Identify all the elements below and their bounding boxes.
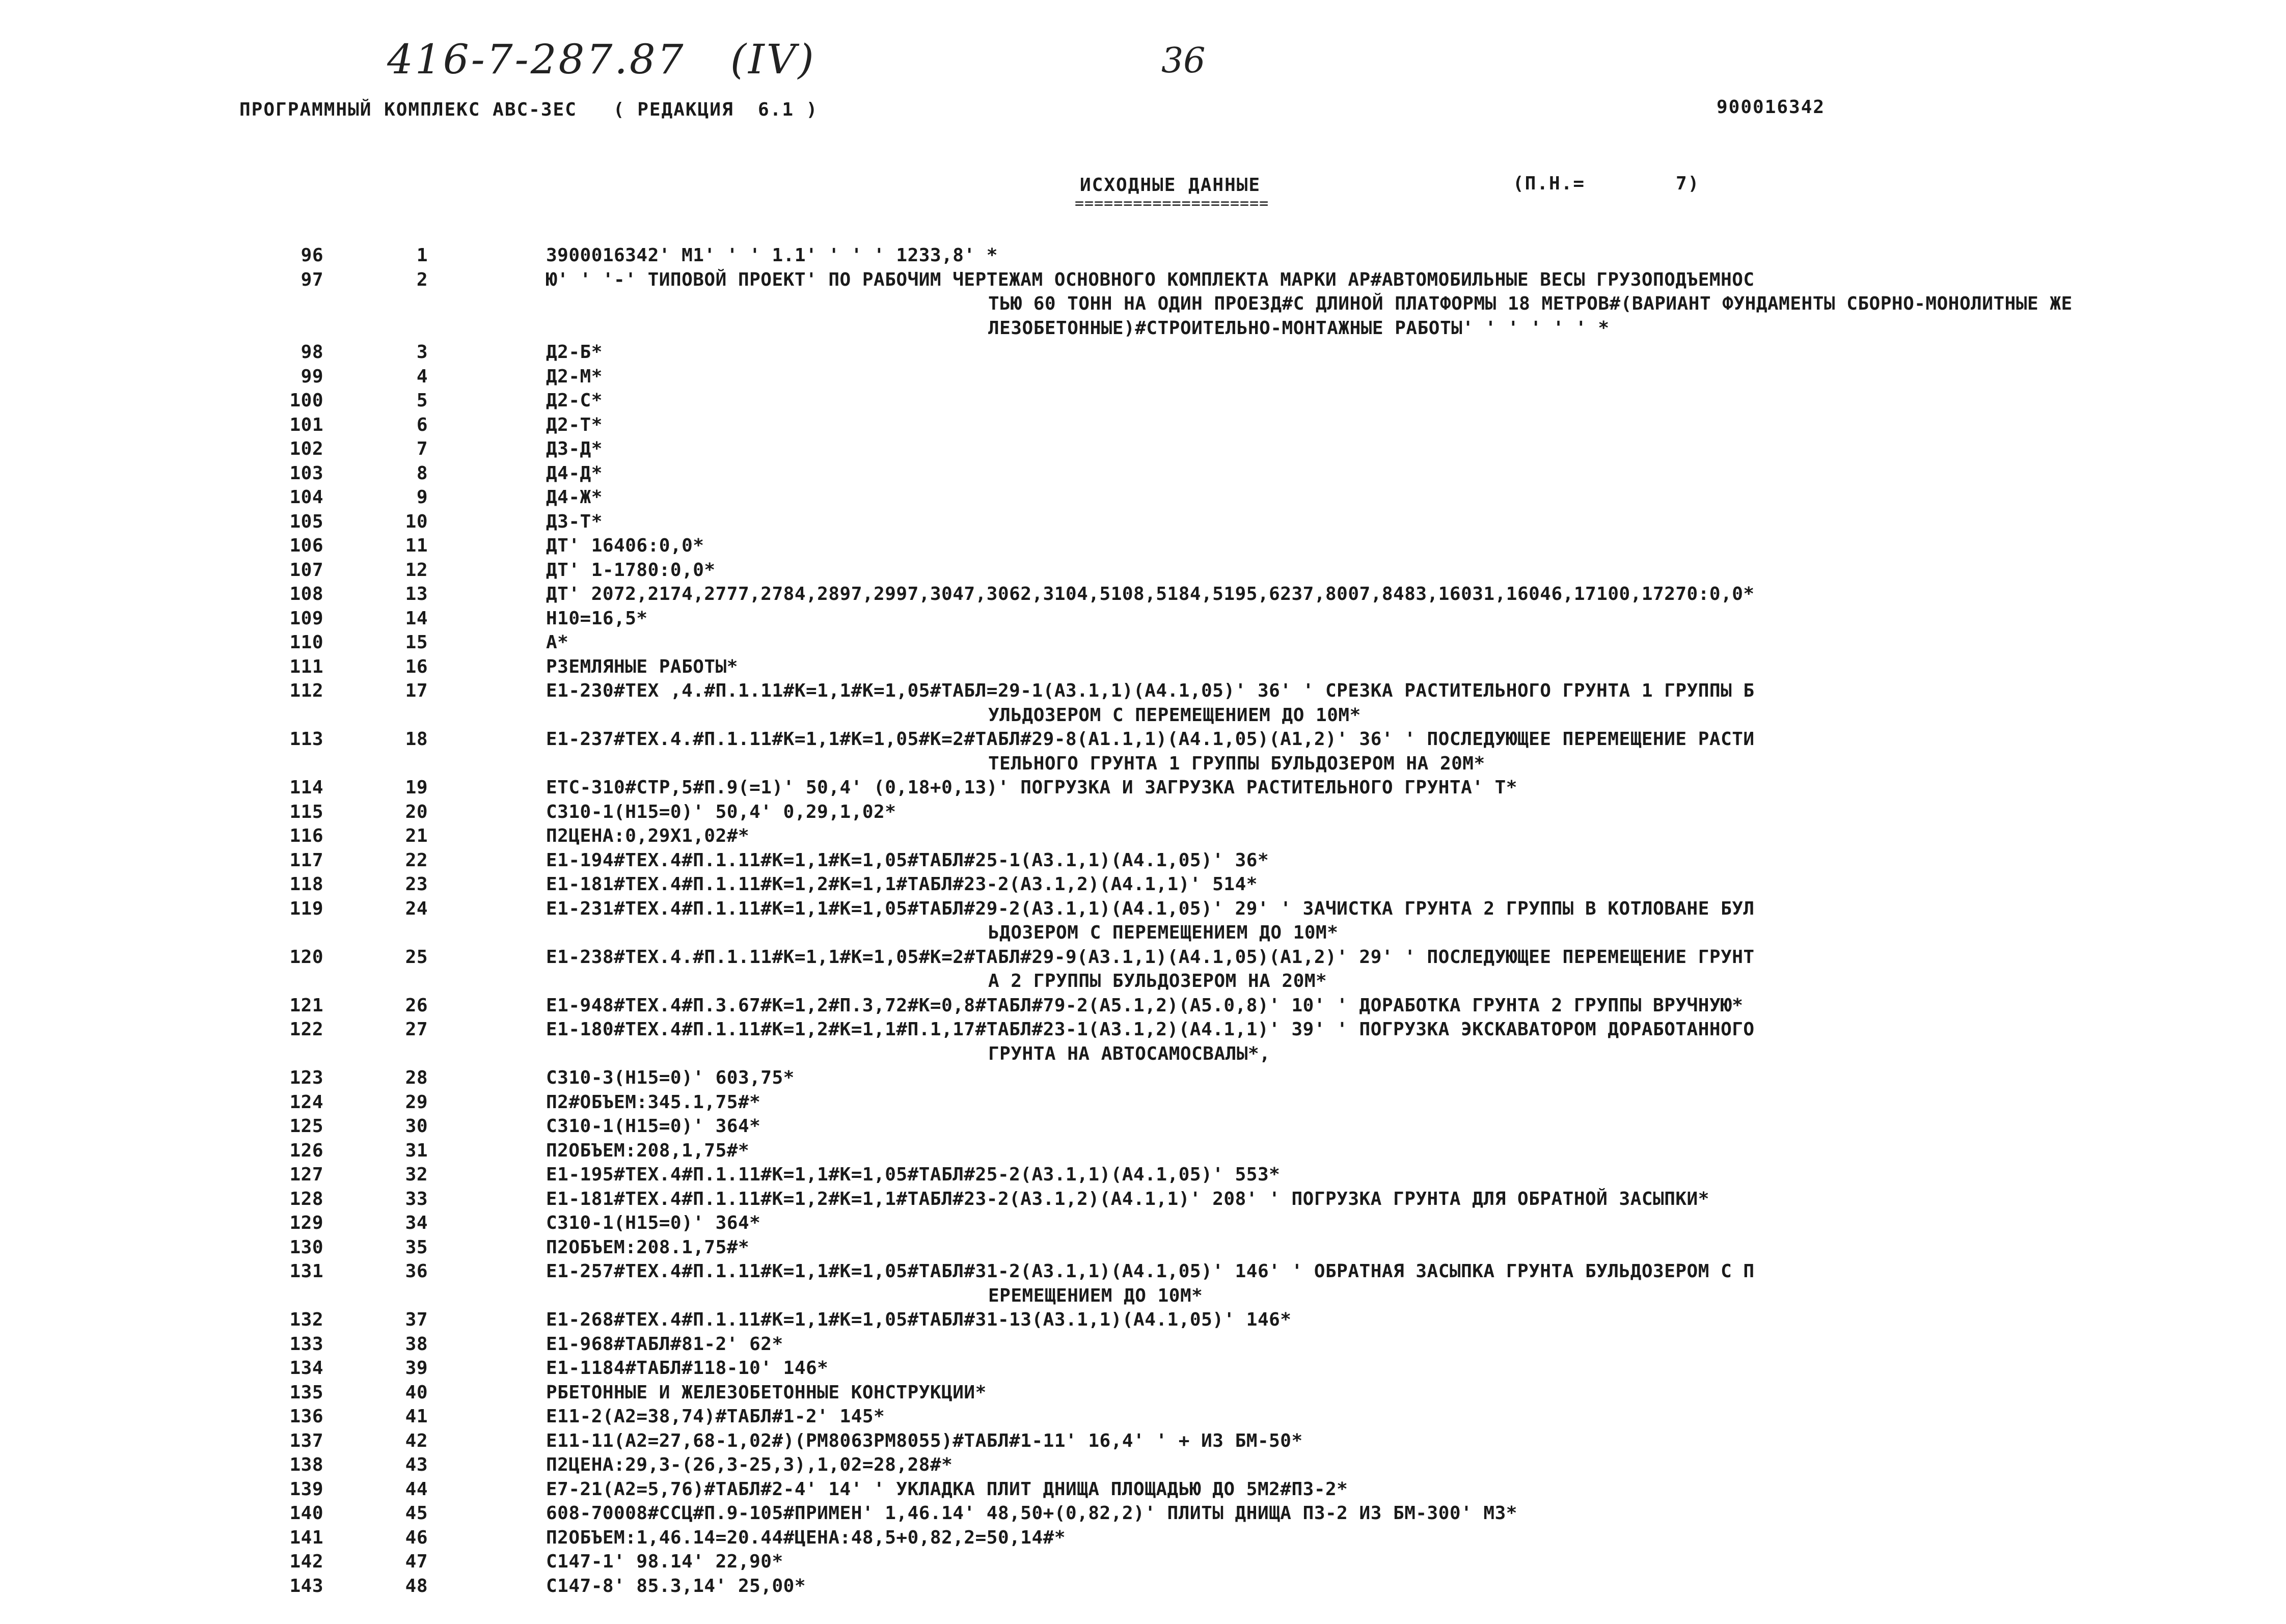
line-number: 107: [289, 559, 323, 581]
card-text-continuation: А 2 ГРУППЫ БУЛЬДОЗЕРОМ НА 20М*: [988, 971, 1327, 992]
card-number: 39: [405, 1358, 428, 1379]
listing-row: [234, 872, 2078, 897]
line-number: 132: [289, 1309, 323, 1330]
listing-row: [234, 776, 2078, 800]
pnh-label: (П.Н.=: [1513, 173, 1586, 194]
card-text: Д4-Ж*: [546, 487, 603, 508]
listing-row: [234, 1550, 2078, 1574]
card-number: 33: [405, 1188, 428, 1209]
line-number: 116: [289, 825, 323, 846]
listing: [234, 243, 2078, 1598]
card-text: П2ОБЪЕМ:1,46.14=20.44#ЦЕНА:48,5+0,82,2=50,14#*: [546, 1527, 1066, 1548]
section-underline: ====================: [1075, 195, 1269, 212]
card-text-continuation: ГРУНТА НА АВТОСАМОСВАЛЫ*,: [988, 1043, 1271, 1064]
card-number: 46: [405, 1527, 428, 1548]
line-number: 129: [289, 1213, 323, 1233]
line-number: 101: [289, 414, 323, 435]
line-number: 122: [289, 1019, 323, 1040]
line-number: 98: [301, 342, 323, 363]
card-number: 14: [405, 608, 428, 629]
card-text: Е1-195#ТЕХ.4#П.1.11#К=1,1#К=1,05#ТАБЛ#25-2(А3.1,1)(А4.1,05)' 553*: [546, 1164, 1281, 1185]
card-text: А*: [546, 632, 569, 653]
card-text: Д3-Т*: [546, 511, 603, 532]
card-text: П2ОБЪЕМ:208,1,75#*: [546, 1140, 750, 1161]
card-text: Е1-268#ТЕХ.4#П.1.11#К=1,1#К=1,05#ТАБЛ#31-13(А3.1,1)(А4.1,05)' 146*: [546, 1309, 1292, 1330]
card-number: 26: [405, 995, 428, 1016]
card-text: ЕТС-310#СТР,5#П.9(=1)' 50,4' (0,18+0,13)' ПОГРУЗКА И ЗАГРУЗКА РАСТИТЕЛЬНОГО ГРУНТА' Т*: [546, 777, 1517, 798]
card-text: П2ЦЕНА:29,3-(26,3-25,3),1,02=28,28#*: [546, 1454, 953, 1475]
listing-row: [234, 582, 2078, 607]
listing-row: [234, 1332, 2078, 1357]
card-number: 40: [405, 1382, 428, 1403]
card-number: 15: [405, 632, 428, 653]
line-number: 143: [289, 1575, 323, 1597]
section-title: ИСХОДНЫЕ ДАННЫЕ: [1080, 175, 1261, 196]
pnh-value: 7): [1676, 173, 1700, 194]
line-number: 127: [289, 1164, 323, 1185]
line-number: 100: [289, 390, 323, 411]
card-text: Д2-Б*: [546, 342, 603, 363]
card-number: 30: [405, 1116, 428, 1137]
card-text: Е1-257#ТЕХ.4#П.1.11#К=1,1#К=1,05#ТАБЛ#31-2(А3.1,1)(А4.1,05)' 146' ' ОБРАТНАЯ ЗАСЫПКА ГРУНТА БУЛЬДОЗЕРОМ С П: [546, 1261, 1755, 1282]
card-number: 31: [405, 1140, 428, 1161]
card-text: С147-8' 85.3,14' 25,00*: [546, 1575, 806, 1597]
listing-row: [234, 365, 2078, 389]
card-number: 43: [405, 1454, 428, 1475]
line-number: 123: [289, 1067, 323, 1088]
line-number: 124: [289, 1091, 323, 1113]
listing-row: [234, 1066, 2078, 1090]
card-number: 10: [405, 511, 428, 532]
listing-row: [234, 945, 2078, 970]
card-text: 3900016342' М1' ' ' 1.1' ' ' ' 1233,8' *: [546, 245, 998, 266]
line-number: 140: [289, 1503, 323, 1524]
card-number: 11: [405, 535, 428, 556]
program-header: ПРОГРАММНЫЙ КОМПЛЕКС АВС-ЗЕС ( РЕДАКЦИЯ 6.1 ): [239, 99, 819, 120]
card-number: 8: [416, 462, 428, 484]
listing-row: [234, 1187, 2078, 1212]
card-number: 13: [405, 584, 428, 604]
card-number: 1: [416, 245, 428, 266]
line-number: 118: [289, 874, 323, 895]
card-number: 47: [405, 1551, 428, 1572]
card-number: 25: [405, 946, 428, 968]
page-number: 36: [1161, 41, 1206, 81]
line-number: 142: [289, 1551, 323, 1572]
listing-row: [234, 655, 2078, 679]
listing-row: [234, 1090, 2078, 1115]
card-number: 4: [416, 366, 428, 387]
card-number: 23: [405, 874, 428, 895]
listing-row: [234, 607, 2078, 631]
listing-row: [234, 897, 2078, 921]
card-text: Е1-230#ТЕХ ,4.#П.1.11#К=1,1#К=1,05#ТАБЛ=29-1(А3.1,1)(А4.1,05)' 36' ' СРЕЗКА РАСТИТЕЛЬНОГО ГРУНТА 1 ГРУППЫ Б: [546, 680, 1755, 701]
listing-row: [234, 1308, 2078, 1332]
listing-row: [234, 630, 2078, 655]
card-text-continuation: ТЕЛЬНОГО ГРУНТА 1 ГРУППЫ БУЛЬДОЗЕРОМ НА 20М*: [988, 753, 1485, 774]
card-text: Д3-Д*: [546, 438, 603, 459]
card-number: 20: [405, 801, 428, 822]
card-text-continuation: ЕРЕМЕЩЕНИЕМ ДО 10М*: [988, 1285, 1203, 1306]
listing-row: [234, 727, 2078, 752]
line-number: 109: [289, 608, 323, 629]
listing-row: [234, 1381, 2078, 1405]
line-number: 128: [289, 1188, 323, 1209]
line-number: 110: [289, 632, 323, 653]
card-text: С147-1' 98.14' 22,90*: [546, 1551, 783, 1572]
line-number: 133: [289, 1333, 323, 1355]
card-text: П2ЦЕНА:0,29Х1,02#*: [546, 825, 750, 846]
card-text: ДТ' 1-1780:0,0*: [546, 559, 716, 581]
card-text: Е1-231#ТЕХ.4#П.1.11#К=1,1#К=1,05#ТАБЛ#29-2(А3.1,1)(А4.1,05)' 29' ' ЗАЧИСТКА ГРУНТА 2 ГРУППЫ В КОТЛОВАНЕ БУЛ: [546, 898, 1755, 919]
line-number: 97: [301, 269, 323, 290]
line-number: 141: [289, 1527, 323, 1548]
listing-row: [234, 340, 2078, 365]
card-number: 42: [405, 1430, 428, 1451]
line-number: 106: [289, 535, 323, 556]
listing-row: [234, 1017, 2078, 1042]
line-number: 104: [289, 487, 323, 508]
line-number: 113: [289, 729, 323, 750]
listing-row: [234, 1139, 2078, 1163]
line-number: 121: [289, 995, 323, 1016]
card-number: 37: [405, 1309, 428, 1330]
line-number: 130: [289, 1236, 323, 1258]
line-number: 120: [289, 946, 323, 968]
card-text: Е1-181#ТЕХ.4#П.1.11#К=1,2#К=1,1#ТАБЛ#23-2(А3.1,2)(А4.1,1)' 208' ' ПОГРУЗКА ГРУНТА ДЛЯ ОБРАТНОЙ ЗАСЫПКИ*: [546, 1188, 1709, 1209]
card-text: Е11-2(А2=38,74)#ТАБЛ#1-2' 145*: [546, 1406, 885, 1427]
card-text: Е11-11(А2=27,68-1,02#)(РМ8063РМ8055)#ТАБЛ#1-11' 16,4' ' + ИЗ БМ-50*: [546, 1430, 1303, 1451]
listing-row: [234, 994, 2078, 1018]
card-number: 29: [405, 1091, 428, 1113]
listing-row: [234, 1453, 2078, 1477]
card-text: ДТ' 2072,2174,2777,2784,2897,2997,3047,3062,3104,5108,5184,5195,6237,8007,8483,16031,16046,17100,17270:0,0*: [546, 584, 1755, 604]
line-number: 112: [289, 680, 323, 701]
card-number: 36: [405, 1261, 428, 1282]
card-number: 35: [405, 1236, 428, 1258]
card-text: Е1-968#ТАБЛ#81-2' 62*: [546, 1333, 783, 1355]
card-text: Ю' ' '-' ТИПОВОЙ ПРОЕКТ' ПО РАБОЧИМ ЧЕРТЕЖАМ ОСНОВНОГО КОМПЛЕКТА МАРКИ АР#АВТОМОБИЛЬНЫЕ ВЕСЫ ГРУЗОПОДЪЕМНОС: [546, 269, 1755, 290]
card-number: 21: [405, 825, 428, 846]
card-text: Е1-194#ТЕХ.4#П.1.11#К=1,1#К=1,05#ТАБЛ#25-1(А3.1,1)(А4.1,05)' 36*: [546, 849, 1269, 871]
line-number: 126: [289, 1140, 323, 1161]
listing-row: [234, 1235, 2078, 1260]
listing-row: [234, 485, 2078, 510]
card-text: Д2-Т*: [546, 414, 603, 435]
card-text-continuation: ЛЕЗОБЕТОННЫЕ)#СТРОИТЕЛЬНО-МОНТАЖНЫЕ РАБОТЫ' ' ' ' ' ' *: [988, 317, 1610, 339]
card-number: 28: [405, 1067, 428, 1088]
card-text: С310-1(Н15=0)' 364*: [546, 1213, 761, 1233]
line-number: 137: [289, 1430, 323, 1451]
listing-row: [234, 558, 2078, 583]
listing-row: [234, 1405, 2078, 1429]
line-number: 136: [289, 1406, 323, 1427]
listing-row: [234, 1477, 2078, 1502]
line-number: 111: [289, 656, 323, 677]
card-number: 45: [405, 1503, 428, 1524]
card-text: С310-1(Н15=0)' 364*: [546, 1116, 761, 1137]
listing-row: [234, 1114, 2078, 1139]
card-text: РБЕТОННЫЕ И ЖЕЛЕЗОБЕТОННЫЕ КОНСТРУКЦИИ*: [546, 1382, 987, 1403]
card-text: Д2-С*: [546, 390, 603, 411]
listing-row: [234, 534, 2078, 558]
card-number: 6: [416, 414, 428, 435]
card-text: С310-1(Н15=0)' 50,4' 0,29,1,02*: [546, 801, 896, 822]
card-text: Е1-237#ТЕХ.4.#П.1.11#К=1,1#К=1,05#К=2#ТАБЛ#29-8(А1.1,1)(А4.1,05)(А1,2)' 36' ' ПОСЛЕДУЮЩЕЕ ПЕРЕМЕЩЕНИЕ РАСТИ: [546, 729, 1755, 750]
card-number: 41: [405, 1406, 428, 1427]
card-number: 17: [405, 680, 428, 701]
card-number: 9: [416, 487, 428, 508]
card-number: 18: [405, 729, 428, 750]
card-number: 7: [416, 438, 428, 459]
card-text: П2#ОБЪЕМ:345.1,75#*: [546, 1091, 761, 1113]
listing-row: [234, 848, 2078, 873]
card-number: 2: [416, 269, 428, 290]
listing-row: [234, 800, 2078, 824]
listing-row: [234, 461, 2078, 486]
line-number: 108: [289, 584, 323, 604]
card-text: Е7-21(А2=5,76)#ТАБЛ#2-4' 14' ' УКЛАДКА ПЛИТ ДНИЩА ПЛОЩАДЬЮ ДО 5М2#П3-2*: [546, 1478, 1348, 1500]
card-text: Е1-181#ТЕХ.4#П.1.11#К=1,2#К=1,1#ТАБЛ#23-2(А3.1,2)(А4.1,1)' 514*: [546, 874, 1258, 895]
listing-row: [234, 1526, 2078, 1550]
card-text: РЗЕМЛЯНЫЕ РАБОТЫ*: [546, 656, 738, 677]
listing-row: [234, 824, 2078, 848]
line-number: 115: [289, 801, 323, 822]
line-number: 105: [289, 511, 323, 532]
listing-row: [234, 1501, 2078, 1526]
card-text: Д2-М*: [546, 366, 603, 387]
card-text: Е1-238#ТЕХ.4.#П.1.11#К=1,1#К=1,05#К=2#ТАБЛ#29-9(А3.1,1)(А4.1,05)(А1,2)' 29' ' ПОСЛЕДУЮЩЕЕ ПЕРЕМЕЩЕНИЕ ГРУНТ: [546, 946, 1755, 968]
card-number: 3: [416, 342, 428, 363]
listing-row: [234, 413, 2078, 437]
card-number: 22: [405, 849, 428, 871]
card-text-continuation: ТЬЮ 60 ТОНН НА ОДИН ПРОЕЗД#С ДЛИНОЙ ПЛАТФОРМЫ 18 МЕТРОВ#(ВАРИАНТ ФУНДАМЕНТЫ СБОРНО-МОНОЛИТНЫЕ ЖЕ: [988, 293, 2073, 314]
document-number: 900016342: [1717, 97, 1826, 118]
listing-row: [234, 437, 2078, 461]
card-text: П2ОБЪЕМ:208.1,75#*: [546, 1236, 750, 1258]
card-text: Е1-180#ТЕХ.4#П.1.11#К=1,2#К=1,1#П.1,17#ТАБЛ#23-1(А3.1,2)(А4.1,1)' 39' ' ПОГРУЗКА ЭКСКАВАТОРОМ ДОРАБОТАННОГО: [546, 1019, 1755, 1040]
card-number: 16: [405, 656, 428, 677]
card-number: 24: [405, 898, 428, 919]
listing-row: [234, 510, 2078, 534]
card-number: 5: [416, 390, 428, 411]
card-number: 27: [405, 1019, 428, 1040]
card-number: 38: [405, 1333, 428, 1355]
handwritten-code: 416-7-287.87 (IV): [387, 36, 816, 83]
card-text: ДТ' 16406:0,0*: [546, 535, 704, 556]
line-number: 125: [289, 1116, 323, 1137]
listing-row: [234, 1356, 2078, 1381]
card-number: 19: [405, 777, 428, 798]
listing-row: [234, 1163, 2078, 1187]
card-text: Е1-948#ТЕХ.4#П.3.67#К=1,2#П.3,72#К=0,8#ТАБЛ#79-2(А5.1,2)(А5.0,8)' 10' ' ДОРАБОТКА ГРУНТА 2 ГРУППЫ ВРУЧНУЮ*: [546, 995, 1744, 1016]
listing-row: [234, 1211, 2078, 1235]
line-number: 117: [289, 849, 323, 871]
line-number: 102: [289, 438, 323, 459]
line-number: 96: [301, 245, 323, 266]
listing-row: [234, 1574, 2078, 1599]
line-number: 134: [289, 1358, 323, 1379]
card-number: 48: [405, 1575, 428, 1597]
line-number: 131: [289, 1261, 323, 1282]
line-number: 114: [289, 777, 323, 798]
listing-row: [234, 243, 2078, 268]
card-text: Е1-1184#ТАБЛ#118-10' 146*: [546, 1358, 829, 1379]
listing-row: [234, 268, 2078, 292]
card-text: С310-3(Н15=0)' 603,75*: [546, 1067, 795, 1088]
card-number: 34: [405, 1213, 428, 1233]
listing-row: [234, 1429, 2078, 1453]
card-text-continuation: УЛЬДОЗЕРОМ С ПЕРЕМЕЩЕНИЕМ ДО 10М*: [988, 704, 1361, 726]
line-number: 138: [289, 1454, 323, 1475]
listing-row: [234, 679, 2078, 703]
line-number: 139: [289, 1478, 323, 1500]
line-number: 99: [301, 366, 323, 387]
card-text: 608-70008#ССЦ#П.9-105#ПРИМЕН' 1,46.14' 48,50+(0,82,2)' ПЛИТЫ ДНИЩА П3-2 ИЗ БМ-300' М3*: [546, 1503, 1517, 1524]
card-number: 32: [405, 1164, 428, 1185]
card-number: 12: [405, 559, 428, 581]
line-number: 135: [289, 1382, 323, 1403]
card-text: Н10=16,5*: [546, 608, 648, 629]
line-number: 119: [289, 898, 323, 919]
line-number: 103: [289, 462, 323, 484]
card-text: Д4-Д*: [546, 462, 603, 484]
card-text-continuation: ЬДОЗЕРОМ С ПЕРЕМЕЩЕНИЕМ ДО 10М*: [988, 922, 1339, 943]
listing-row: [234, 1259, 2078, 1284]
listing-row: [234, 389, 2078, 413]
card-number: 44: [405, 1478, 428, 1500]
